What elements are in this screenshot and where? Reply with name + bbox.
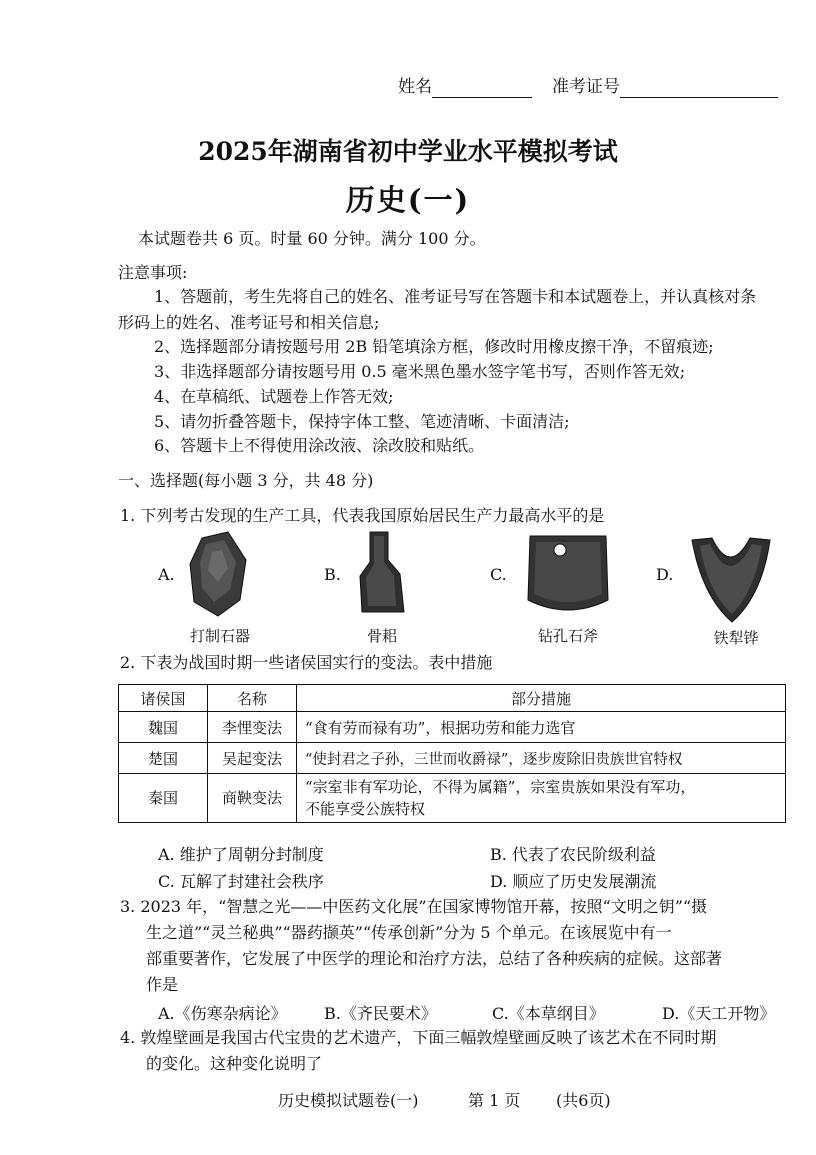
ticket-label: 准考证号 xyxy=(552,77,620,97)
q1-option-b-caption: 骨耜 xyxy=(366,627,397,645)
table-cell-line: “宗室非有军功论，不得为属籍”，宗室贵族如果没有军功， xyxy=(305,778,696,796)
table-row xyxy=(119,774,786,823)
footer-total: (共6页) xyxy=(556,1091,611,1110)
note-item: 5、请勿折叠答题卡，保持字体工整、笔迹清晰、卡面清洁; xyxy=(154,412,570,431)
note-item: 2、选择题部分请按题号用 2B 铅笔填涂方框，修改时用橡皮擦干净，不留痕迹; xyxy=(154,337,714,356)
q1-option-c-letter[interactable]: C. xyxy=(490,565,507,584)
chipped-stone-tool-image xyxy=(188,530,252,618)
note-item: 4、在草稿纸、试题卷上作答无效; xyxy=(154,387,394,406)
exam-subtitle: 历史(一) xyxy=(345,183,471,217)
note-item: 1、答题前，考生先将自己的姓名、准考证号写在答题卡和本试题卷上，并认真核对条 xyxy=(154,287,757,306)
ticket-blank[interactable] xyxy=(620,79,778,98)
ticket-field xyxy=(552,76,778,98)
q3-option-c[interactable]: C.《本草纲目》 xyxy=(492,1004,605,1023)
table-cell-name: 商鞅变法 xyxy=(208,774,297,823)
table-cell-state: 秦国 xyxy=(119,774,208,823)
q2-option-b[interactable]: B. 代表了农民阶级利益 xyxy=(490,845,656,864)
table-cell-measures: “食有劳而禄有功”，根据功劳和能力选官 xyxy=(297,712,786,743)
table-cell-line: 不能享受公族特权 xyxy=(305,800,426,818)
q1-stem: 1. 下列考古发现的生产工具，代表我国原始居民生产力最高水平的是 xyxy=(120,506,605,525)
footer-page: 第 1 页 xyxy=(468,1091,521,1110)
table-header-measures: 部分措施 xyxy=(297,685,786,712)
table-row xyxy=(119,743,786,774)
q2-option-a[interactable]: A. 维护了周朝分封制度 xyxy=(158,845,324,864)
table-header-state: 诸侯国 xyxy=(119,685,208,712)
q1-option-d-letter[interactable]: D. xyxy=(656,565,674,584)
table-cell-name: 李悝变法 xyxy=(208,712,297,743)
table-cell-name: 吴起变法 xyxy=(208,743,297,774)
table-cell-state: 魏国 xyxy=(119,712,208,743)
section-heading: 一、选择题(每小题 3 分，共 48 分) xyxy=(118,471,374,490)
q3-line: 作是 xyxy=(146,975,179,994)
q3-line: 生之道”“灵兰秘典”“器药撷英”“传承创新”分为 5 个单元。在该展览中有一 xyxy=(146,923,672,942)
notes-heading: 注意事项: xyxy=(118,263,188,282)
q1-option-c-caption: 钻孔石斧 xyxy=(537,627,598,645)
q2-option-d[interactable]: D. 顺应了历史发展潮流 xyxy=(490,872,657,891)
table-row xyxy=(119,712,786,743)
q1-option-a-caption: 打制石器 xyxy=(189,627,250,645)
name-field xyxy=(398,76,532,98)
exam-title: 2025年湖南省初中学业水平模拟考试 xyxy=(198,137,618,166)
note-item: 6、答题卡上不得使用涂改液、涂改胶和贴纸。 xyxy=(154,436,485,455)
drilled-stone-axe-image xyxy=(522,530,614,614)
q3-line: 部重要著作，它发展了中医学的理论和治疗方法，总结了各种疾病的症候。这部著 xyxy=(146,949,723,968)
footer-name: 历史模拟试题卷(一) xyxy=(278,1091,419,1110)
q2-option-c[interactable]: C. 瓦解了封建社会秩序 xyxy=(158,872,324,891)
table-cell-measures: “使封君之子孙，三世而收爵禄”，逐步废除旧贵族世官特权 xyxy=(297,743,786,774)
exam-intro: 本试题卷共 6 页。时量 60 分钟。满分 100 分。 xyxy=(138,229,486,248)
q2-stem: 2. 下表为战国时期一些诸侯国实行的变法。表中措施 xyxy=(120,653,493,672)
note-item: 3、非选择题部分请按题号用 0.5 毫米黑色墨水签字笔书写，否则作答无效; xyxy=(154,362,686,381)
q4-line: 的变化。这种变化说明了 xyxy=(146,1054,323,1073)
q3-option-a[interactable]: A.《伤寒杂病论》 xyxy=(158,1004,287,1023)
table-cell-state: 楚国 xyxy=(119,743,208,774)
q1-option-d-caption: 铁犁铧 xyxy=(713,629,759,647)
q1-option-b-letter[interactable]: B. xyxy=(324,565,341,584)
q3-line: 3. 2023 年，“智慧之光——中医药文化展”在国家博物馆开幕，按照“文明之钥”“摄 xyxy=(120,897,708,916)
q1-option-a-letter[interactable]: A. xyxy=(158,565,175,584)
name-label: 姓名 xyxy=(398,77,432,97)
q4-line: 4. 敦煌壁画是我国古代宝贵的艺术遗产，下面三幅敦煌壁画反映了该艺术在不同时期 xyxy=(120,1028,717,1047)
q3-option-d[interactable]: D.《天工开物》 xyxy=(662,1004,776,1023)
table-cell-measures xyxy=(297,774,786,823)
note-item: 形码上的姓名、准考证号和相关信息; xyxy=(118,313,380,332)
iron-plowshare-image xyxy=(690,536,772,624)
bone-spade-image xyxy=(354,530,410,616)
q3-option-b[interactable]: B.《齐民要术》 xyxy=(324,1004,437,1023)
name-blank[interactable] xyxy=(432,79,532,98)
reforms-table xyxy=(118,684,786,823)
table-header-name: 名称 xyxy=(208,685,297,712)
